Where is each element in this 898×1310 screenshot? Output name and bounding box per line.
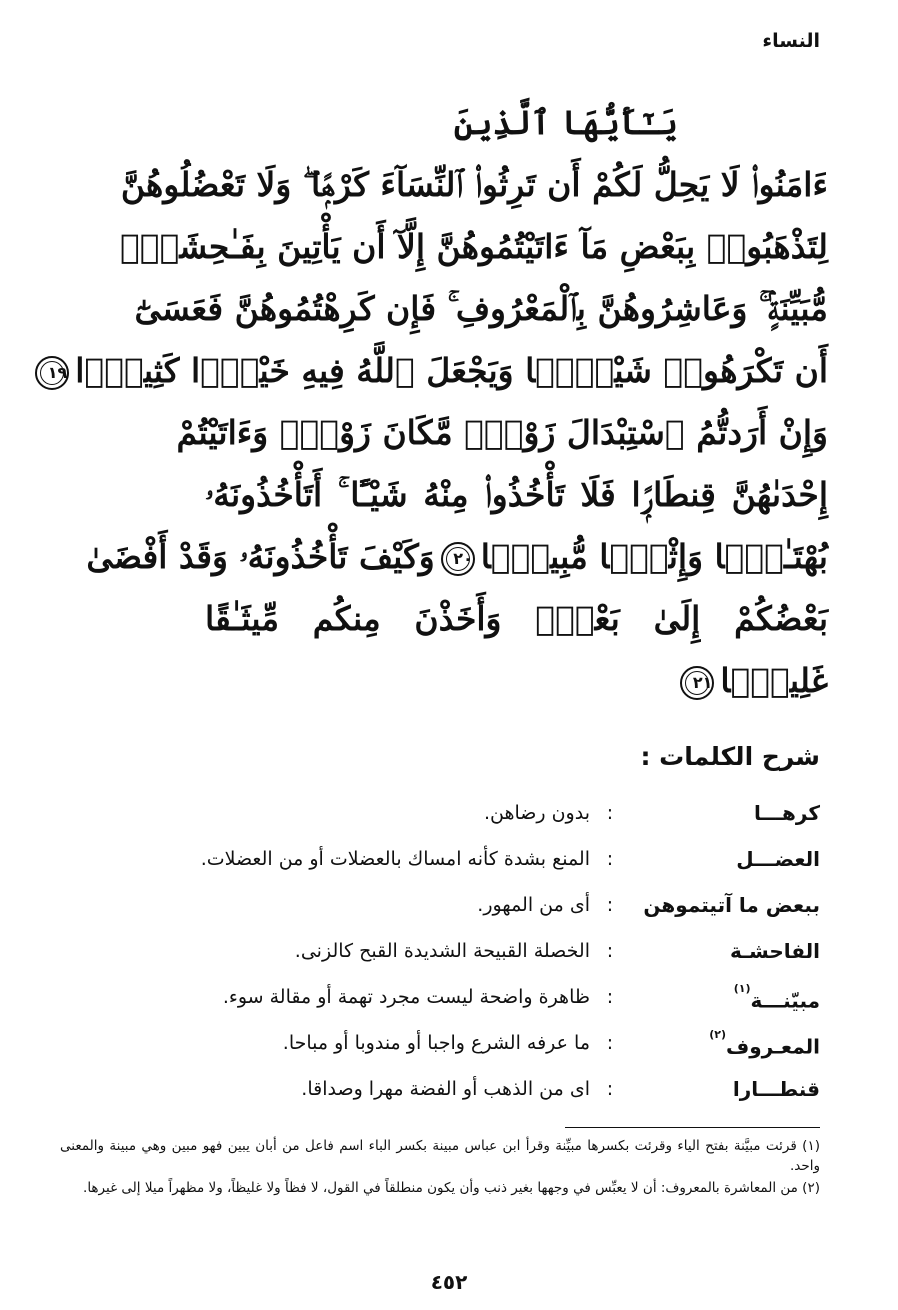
footnote: (٢) من المعاشرة بالمعروف: أن لا يعبِّس في وجهها بغير ذنب وأن يكون منطلقاً في القول، لا فظاً ولا غليظاً، ولا مظهراً ميلا إلى غيرها.	[83, 1180, 820, 1196]
term-text: كرهـــا	[754, 801, 820, 825]
verse-text: وَكَيْفَ تَأْخُذُونَهُۥ وَقَدْ أَفْضَىٰ	[86, 537, 435, 576]
glossary-row	[120, 1066, 820, 1112]
ayah-number-marker: ١٩	[35, 356, 69, 390]
glossary-term	[630, 974, 820, 1020]
ayah-number-marker: ٢١	[680, 666, 714, 700]
glossary-definition: الخصلة القبيحة الشديدة القبح كالزنى.	[294, 940, 590, 962]
verse-line: إِحْدَىٰهُنَّ قِنطَارًۭا فَلَا تَأْخُذُوا۟ مِنْهُ شَيْـًٔا ۚ أَتَأْخُذُونَهُۥ	[205, 475, 828, 514]
glossary-term	[630, 836, 820, 882]
glossary-term	[630, 1020, 820, 1066]
glossary-row	[120, 974, 820, 1020]
verse-line: بَعْضُكُمْ إِلَىٰ بَعْضٍۢ وَأَخَذْنَ مِنكُم مِّيثَـٰقًا	[205, 599, 828, 638]
glossary-colon: :	[606, 848, 614, 870]
glossary-term	[630, 928, 820, 974]
term-text: المعـروف	[725, 1034, 820, 1059]
glossary-heading: شرح الكلمات :	[640, 742, 820, 771]
term-text: الفاحشـة	[730, 939, 820, 963]
verse-line: ءَامَنُوا۟ لَا يَحِلُّ لَكُمْ أَن تَرِثُوا۟ ٱلنِّسَآءَ كَرْهًۭا ۖ وَلَا تَعْضُلُوهُنَّ	[120, 165, 828, 204]
verse-line: يَـٰٓأَيُّهَا ٱلَّذِينَ	[453, 103, 678, 142]
footnote-ref: (١)	[733, 982, 751, 995]
glossary-term	[630, 1066, 820, 1112]
page-number: ٤٥٢	[430, 1270, 468, 1294]
glossary-colon: :	[606, 986, 614, 1008]
running-head: النساء	[762, 30, 820, 52]
verse-line-with-marker	[205, 650, 828, 712]
glossary-row	[120, 882, 820, 928]
verse-text: بُهْتَـٰنًۭا وَإِثْمًۭا مُّبِينًۭا	[480, 537, 828, 576]
verse-line: مُّبَيِّنَةٍۢ ۚ وَعَاشِرُوهُنَّ بِٱلْمَعْرُوفِ ۚ فَإِن كَرِهْتُمُوهُنَّ فَعَسَىٰٓ	[134, 289, 828, 328]
glossary-list	[120, 790, 820, 1112]
footnote-ref: (٢)	[709, 1028, 726, 1041]
term-text: ببعض ما آتيتموهن	[643, 893, 820, 917]
glossary-definition: اى من الذهب أو الفضة مهرا وصداقا.	[301, 1078, 590, 1100]
glossary-colon: :	[606, 802, 614, 824]
ayah-number-marker: ٢٠	[441, 542, 475, 576]
verse-line: وَإِنْ أَرَدتُّمُ ٱسْتِبْدَالَ زَوْجٍۢ مَّكَانَ زَوْجٍۢ وَءَاتَيْتُمْ	[176, 413, 828, 452]
glossary-row	[120, 836, 820, 882]
verse-text: أَن تَكْرَهُوا۟ شَيْـًۭٔا وَيَجْعَلَ ٱللَّهُ فِيهِ خَيْرًۭا كَثِيرًۭا	[75, 351, 828, 390]
verse-line-with-marker	[86, 526, 828, 588]
glossary-term	[630, 790, 820, 836]
glossary-colon: :	[606, 940, 614, 962]
verse-block	[47, 92, 828, 712]
glossary-row	[120, 1020, 820, 1066]
glossary-colon: :	[606, 1078, 614, 1100]
verse-line-with-marker	[47, 340, 828, 402]
glossary-definition: ما عرفه الشرع واجبا أو مندوبا أو مباحا.	[282, 1032, 590, 1054]
glossary-definition: المنع بشدة كأنه امساك بالعضلات أو من العضلات.	[200, 848, 590, 870]
footnote-divider	[565, 1127, 820, 1128]
glossary-row	[120, 928, 820, 974]
glossary-colon: :	[606, 894, 614, 916]
term-text: العضـــل	[736, 847, 820, 871]
glossary-definition: بدون رضاهن.	[483, 802, 590, 824]
glossary-definition: أى من المهور.	[477, 894, 590, 916]
glossary-term	[630, 882, 820, 928]
verse-line: لِتَذْهَبُوا۟ بِبَعْضِ مَآ ءَاتَيْتُمُوهُنَّ إِلَّآ أَن يَأْتِينَ بِفَـٰحِشَةٍۢ	[119, 227, 828, 266]
term-text: قنطـــارا	[732, 1077, 820, 1101]
term-text: مبيّنـــة	[750, 988, 820, 1013]
footnote: (١) قرئت مبيَّنة بفتح الياء وقرئت بكسرها مبيِّنة وقرأ ابن عباس مبينة بكسر الباء اسم فاعل من أبان يبين فهو مبين وهي مبينة والمعنى واحد.	[60, 1138, 820, 1174]
glossary-definition: ظاهرة واضحة ليست مجرد تهمة أو مقالة سوء.	[222, 986, 590, 1008]
verse-text: غَلِيظًۭا	[720, 661, 828, 700]
glossary-colon: :	[606, 1032, 614, 1054]
glossary-row	[120, 790, 820, 836]
footnotes	[60, 1136, 820, 1200]
